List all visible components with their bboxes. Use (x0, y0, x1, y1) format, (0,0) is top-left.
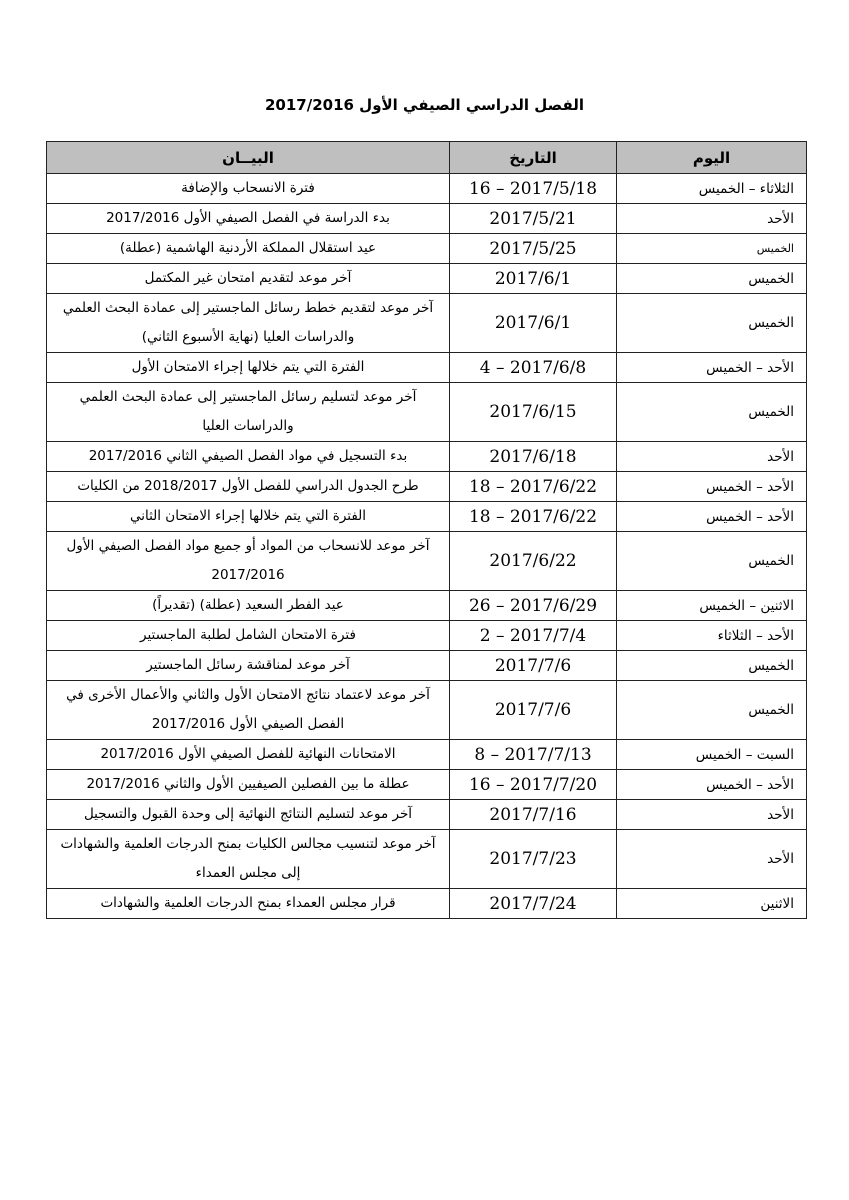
day-cell: الخميس (617, 234, 807, 264)
date-cell: 2017/5/25 (450, 234, 617, 264)
date-cell: 2017/6/1 (450, 264, 617, 294)
table-row (47, 770, 807, 800)
table-row (47, 889, 807, 919)
date-cell: 16 – 2017/5/18 (450, 174, 617, 204)
header-description: البيــان (47, 142, 450, 174)
date-cell: 2 – 2017/7/4 (450, 621, 617, 651)
description-cell: فترة الانسحاب والإضافة (47, 174, 450, 204)
table-row (47, 174, 807, 204)
table-row (47, 383, 807, 442)
table-row (47, 621, 807, 651)
day-cell: الخميس (617, 681, 807, 740)
table-row (47, 651, 807, 681)
date-cell: 2017/6/15 (450, 383, 617, 442)
day-cell: الأحد – الخميس (617, 770, 807, 800)
day-cell: الأحد (617, 442, 807, 472)
day-cell: الأحد – الخميس (617, 353, 807, 383)
date-cell: 2017/6/1 (450, 294, 617, 353)
day-cell: الأحد (617, 800, 807, 830)
header-date: التاريخ (450, 142, 617, 174)
date-cell: 8 – 2017/7/13 (450, 740, 617, 770)
header-day: اليوم (617, 142, 807, 174)
date-cell: 2017/5/21 (450, 204, 617, 234)
description-cell: عيد استقلال المملكة الأردنية الهاشمية (عطلة) (47, 234, 450, 264)
date-cell: 2017/7/24 (450, 889, 617, 919)
description-cell: الفترة التي يتم خلالها إجراء الامتحان الثاني (47, 502, 450, 532)
day-cell: السبت – الخميس (617, 740, 807, 770)
description-cell: الفترة التي يتم خلالها إجراء الامتحان الأول (47, 353, 450, 383)
description-cell: آخر موعد لتسليم النتائج النهائية إلى وحدة القبول والتسجيل (47, 800, 450, 830)
table-row (47, 532, 807, 591)
day-cell: الاثنين (617, 889, 807, 919)
date-cell: 18 – 2017/6/22 (450, 472, 617, 502)
day-cell: الأحد (617, 204, 807, 234)
day-cell: الثلاثاء – الخميس (617, 174, 807, 204)
date-cell: 2017/7/23 (450, 830, 617, 889)
table-row (47, 472, 807, 502)
description-cell: آخر موعد لتسليم رسائل الماجستير إلى عمادة البحث العلمي والدراسات العليا (47, 383, 450, 442)
description-cell: آخر موعد لاعتماد نتائج الامتحان الأول والثاني والأعمال الأخرى في الفصل الصيفي الأول 2017/2016 (47, 681, 450, 740)
table-row (47, 353, 807, 383)
day-cell: الخميس (617, 294, 807, 353)
day-cell: الخميس (617, 383, 807, 442)
table-row (47, 681, 807, 740)
description-cell: بدء التسجيل في مواد الفصل الصيفي الثاني 2017/2016 (47, 442, 450, 472)
date-cell: 2017/7/16 (450, 800, 617, 830)
description-cell: آخر موعد لتنسيب مجالس الكليات بمنح الدرجات العلمية والشهادات إلى مجلس العمداء (47, 830, 450, 889)
description-cell: بدء الدراسة في الفصل الصيفي الأول 2017/2016 (47, 204, 450, 234)
description-cell: عيد الفطر السعيد (عطلة) (تقديراً) (47, 591, 450, 621)
date-cell: 26 – 2017/6/29 (450, 591, 617, 621)
table-row (47, 830, 807, 889)
table-row (47, 234, 807, 264)
table-header-row (47, 142, 807, 174)
day-cell: الخميس (617, 264, 807, 294)
day-cell: الأحد – الثلاثاء (617, 621, 807, 651)
day-cell: الأحد – الخميس (617, 502, 807, 532)
description-cell: آخر موعد للانسحاب من المواد أو جميع مواد الفصل الصيفي الأول 2017/2016 (47, 532, 450, 591)
table-row (47, 442, 807, 472)
date-cell: 16 – 2017/7/20 (450, 770, 617, 800)
day-cell: الخميس (617, 532, 807, 591)
day-cell: الأحد – الخميس (617, 472, 807, 502)
date-cell: 18 – 2017/6/22 (450, 502, 617, 532)
table-row (47, 800, 807, 830)
date-cell: 4 – 2017/6/8 (450, 353, 617, 383)
description-cell: قرار مجلس العمداء بمنح الدرجات العلمية والشهادات (47, 889, 450, 919)
date-cell: 2017/6/22 (450, 532, 617, 591)
description-cell: آخر موعد لتقديم خطط رسائل الماجستير إلى عمادة البحث العلمي والدراسات العليا (نهاية الأسبوع الثاني) (47, 294, 450, 353)
table-row (47, 204, 807, 234)
day-cell: الأحد (617, 830, 807, 889)
table-row (47, 591, 807, 621)
table-row (47, 740, 807, 770)
date-cell: 2017/7/6 (450, 651, 617, 681)
date-cell: 2017/7/6 (450, 681, 617, 740)
schedule-table (46, 141, 807, 919)
description-cell: آخر موعد لتقديم امتحان غير المكتمل (47, 264, 450, 294)
description-cell: آخر موعد لمناقشة رسائل الماجستير (47, 651, 450, 681)
date-cell: 2017/6/18 (450, 442, 617, 472)
table-row (47, 294, 807, 353)
table-row (47, 502, 807, 532)
description-cell: طرح الجدول الدراسي للفصل الأول 2018/2017 من الكليات (47, 472, 450, 502)
description-cell: عطلة ما بين الفصلين الصيفيين الأول والثاني 2017/2016 (47, 770, 450, 800)
table-row (47, 264, 807, 294)
description-cell: فترة الامتحان الشامل لطلبة الماجستير (47, 621, 450, 651)
day-cell: الاثنين – الخميس (617, 591, 807, 621)
description-cell: الامتحانات النهائية للفصل الصيفي الأول 2017/2016 (47, 740, 450, 770)
day-cell: الخميس (617, 651, 807, 681)
page-title: الفصل الدراسي الصيفي الأول 2017/2016 (264, 96, 585, 114)
